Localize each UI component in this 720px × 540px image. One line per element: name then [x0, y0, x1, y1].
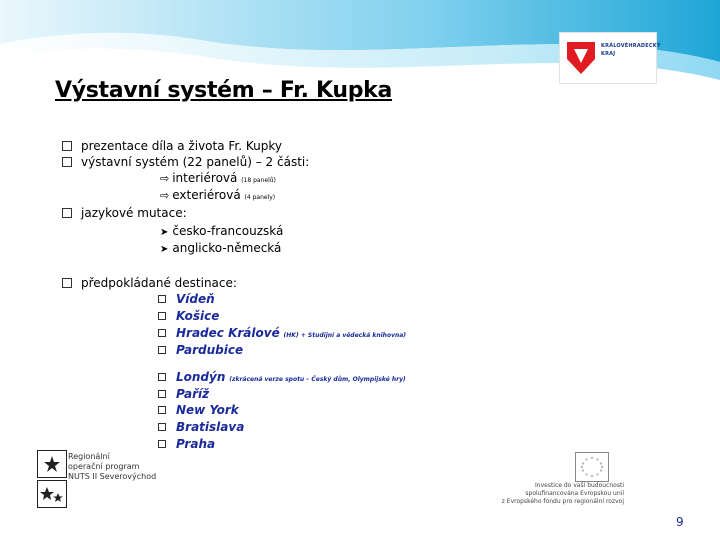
square-bullet-icon: [158, 440, 166, 448]
bullet-3-sub-1: ➤ česko-francouzská: [160, 224, 284, 238]
rop-text-2: operační program: [68, 462, 140, 471]
square-bullet-icon: [158, 406, 166, 414]
arrow-right-icon: ⇨: [160, 172, 170, 185]
square-bullet-icon: [158, 373, 166, 381]
eu-text-2: spolufinancována Evropskou unií: [525, 490, 624, 497]
eu-funds-logo: [488, 450, 624, 512]
bullet-1: prezentace díla a života Fr. Kupky: [62, 139, 282, 153]
page-number: 9: [676, 515, 684, 529]
square-bullet-icon: [158, 390, 166, 398]
checkbox-icon: [62, 141, 72, 151]
rop-severovychod-logo: [37, 450, 157, 510]
eu-text-3: z Evropského fondu pro regionální rozvoj: [501, 498, 624, 505]
destination-item: Pardubice: [158, 343, 243, 357]
square-bullet-icon: [158, 329, 166, 337]
bullet-2: výstavní systém (22 panelů) – 2 části:: [62, 155, 309, 169]
bullet-2-sub-1: ⇨ interiérová (18 panelů): [160, 171, 276, 185]
square-bullet-icon: [158, 312, 166, 320]
eu-text-1: Investice do vaší budoucnosti: [535, 482, 624, 489]
destination-item: Paříž: [158, 387, 209, 401]
square-bullet-icon: [158, 295, 166, 303]
kraj-logo-text-2: KRAJ: [601, 51, 616, 57]
destination-item: Bratislava: [158, 420, 244, 434]
destination-item: Praha: [158, 437, 215, 451]
arrow-right-icon: ⇨: [160, 189, 170, 202]
rop-text-3: NUTS II Severovýchod: [68, 472, 157, 481]
bullet-3: jazykové mutace:: [62, 206, 187, 220]
rop-text-1: Regionální: [68, 452, 110, 461]
kraj-emblem-icon: [564, 39, 598, 77]
destination-item: New York: [158, 403, 239, 417]
kraj-logo-text-1: KRÁLOVÉHRADECKÝ: [601, 43, 661, 49]
eu-flag-icon: [575, 452, 609, 482]
triangle-bullet-icon: ➤: [160, 227, 169, 238]
destination-item: Košice: [158, 309, 219, 323]
slide-title: Výstavní systém – Fr. Kupka: [55, 78, 393, 103]
destination-item: Hradec Králové (HK) + Studijní a vědecká knihovna): [158, 326, 406, 343]
kralovehradecky-kraj-logo: [559, 32, 661, 84]
bullet-4: předpokládané destinace:: [62, 276, 237, 290]
checkbox-icon: [62, 157, 72, 167]
bullet-3-sub-2: ➤ anglicko-německá: [160, 241, 282, 255]
destination-item: Vídeň: [158, 292, 215, 306]
star-icon: [37, 480, 67, 508]
bullet-2-sub-2: ⇨ exteriérová (4 panely): [160, 188, 276, 202]
square-bullet-icon: [158, 346, 166, 354]
star-icon: [37, 450, 67, 478]
checkbox-icon: [62, 208, 72, 218]
checkbox-icon: [62, 278, 72, 288]
triangle-bullet-icon: ➤: [160, 244, 169, 255]
destination-item: Londýn (zkrácená verze spotu – Český dům, Olympijské hry): [158, 370, 406, 387]
square-bullet-icon: [158, 423, 166, 431]
